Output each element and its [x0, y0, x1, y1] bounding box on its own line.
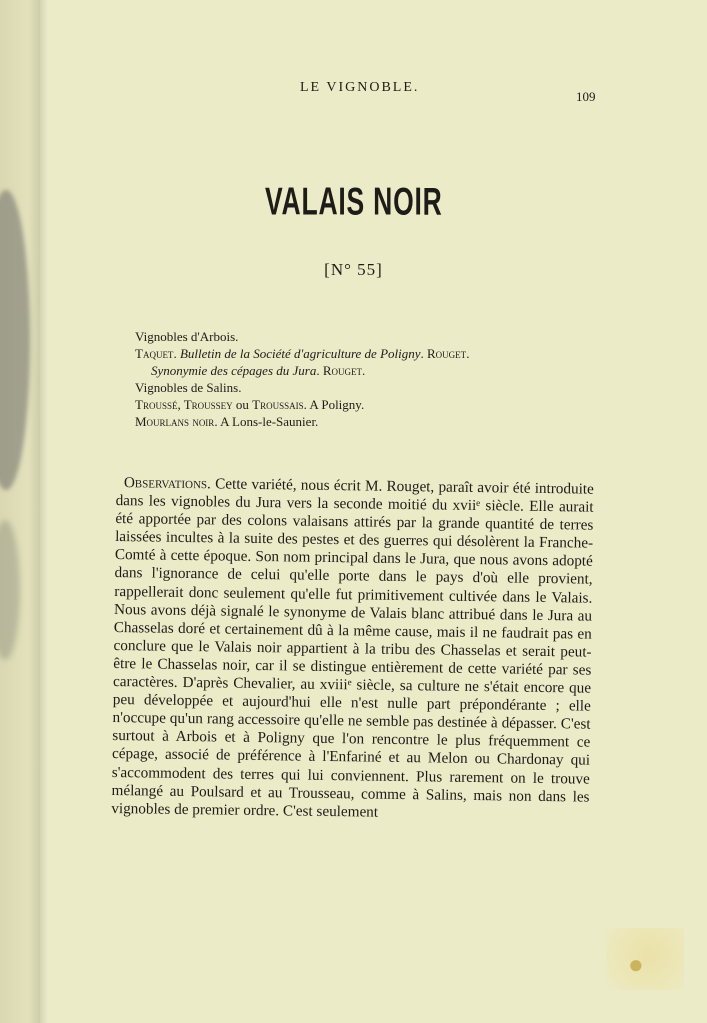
- synonym-part: .: [362, 363, 366, 378]
- observations-paragraph: [111, 474, 594, 824]
- synonym-part: Rouget: [322, 363, 363, 378]
- synonym-part: Troussé, Troussey: [135, 397, 233, 412]
- synonym-part: .: [420, 346, 428, 361]
- observations-section: [111, 474, 594, 824]
- synonym-part: .: [316, 363, 323, 378]
- synonym-part: . A Poligny.: [303, 397, 365, 412]
- synonym-line: [135, 379, 535, 396]
- book-fold-shadow: [40, 0, 48, 1023]
- synonym-part: .: [173, 346, 180, 361]
- page-number: 109: [576, 89, 596, 104]
- synonym-line: [135, 413, 535, 430]
- grape-icon: ●: [628, 950, 644, 979]
- facing-page-stain: [0, 190, 30, 490]
- synonym-part: . A Lons-le-Saunier.: [214, 414, 319, 429]
- entry-number: [N° 55]: [324, 260, 383, 279]
- page-gutter: [0, 0, 40, 1023]
- entry-title-text: VALAIS NOIR: [264, 180, 443, 224]
- synonym-line: [135, 396, 535, 413]
- synonym-part: Synonymie des cépages du Jura: [151, 363, 317, 378]
- synonym-part: .: [466, 346, 470, 361]
- synonym-part: Bulletin de la Société d'agriculture de Poligny: [179, 346, 421, 361]
- synonym-part: Mourlans noir: [135, 414, 215, 429]
- synonym-part: Vignobles d'Arbois.: [135, 329, 239, 344]
- synonym-line: [135, 345, 535, 362]
- synonym-part: Vignobles de Salins.: [135, 380, 242, 395]
- synonym-part: Troussais: [252, 397, 304, 412]
- synonym-line: [135, 328, 535, 345]
- synonym-part: Taquet: [135, 346, 174, 361]
- observations-text: . Cette variété, nous écrit M. Rouget, paraît avoir été introduite dans les vignobles du Jura vers la seconde moitié du xviiᵉ siècle. Elle aurait été apportée par des colons valaisans attirés par la grande quantité de terres laissées incultes à la suite des pestes et des guerres qui désolèrent la Franche-Comté à cette époque. Son nom principal dans le Jura, que nous avons adopté dans l'ignorance de celui qu'elle porte dans le pays d'où elle provient, rappellerait donc seulement qu'elle fut primitivement cultivée dans le Valais. Nous avons déjà signalé le synonyme de Valais blanc attribué dans le Jura au Chasselas doré et certainement dû à la même cause, mais il ne faudrait pas en conclure que le Valais noir appartient à la tribu des Chasselas et serait peut-être le Chasselas noir, car il se distingue entièrement de cette variété par ses caractères. D'après Chevalier, au xviiiᵉ siècle, sa culture ne s'était encore que peu développée et aujourd'hui elle n'est nulle part prépondérante ; elle n'occupe qu'un rang accessoire qu'elle ne semble pas destinée à dépasser. C'est surtout à Arbois et à Poligny que l'on rencontre le plus fréquemment ce cépage, associé de préférence à l'Enfariné et au Melon ou Chardonay qui s'accommodent des terres qui lui conviennent. Plus rarement on le trouve mélangé au Poulsard et au Trousseau, comme à Salins, mais non dans les vignobles de premier ordre. C'est seulement: [111, 475, 594, 821]
- entry-title: [0, 180, 707, 225]
- corner-sticker: [606, 928, 684, 990]
- observations-lead: Observations: [123, 474, 208, 493]
- synonym-part: ou: [232, 397, 253, 412]
- running-head: LE VIGNOBLE.: [300, 80, 420, 95]
- synonym-line: [135, 362, 535, 379]
- synonym-part: Rouget: [427, 346, 467, 361]
- synonym-list: [135, 328, 535, 430]
- facing-page-stain-lower: [0, 520, 20, 660]
